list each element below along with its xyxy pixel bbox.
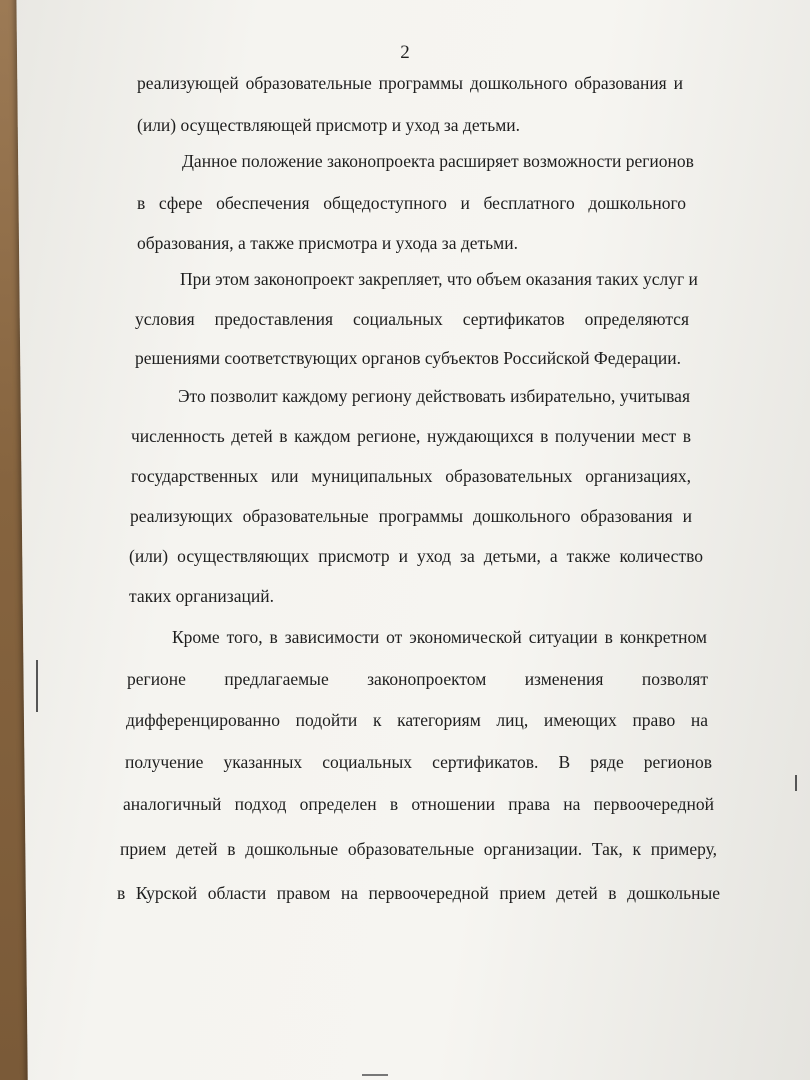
text-line: регионе предлагаемые законопроектом изменения позволят [127,669,708,689]
text-line: образования, а также присмотра и ухода за детьми. [137,233,518,253]
margin-mark [362,1074,388,1076]
text-line: в Курской области правом на первоочередной прием детей в дошкольные [117,883,720,903]
text-line: реализующей образовательные программы дошкольного образования и [137,73,683,93]
margin-mark [795,775,797,791]
text-line: (или) осуществляющей присмотр и уход за детьми. [137,115,521,135]
text-line: численность детей в каждом регионе, нуждающихся в получении мест в [131,426,691,446]
text-line: в сфере обеспечения общедоступного и бесплатного дошкольного [137,193,686,213]
margin-mark [36,660,38,712]
text-line: (или) осуществляющих присмотр и уход за детьми, а также количество [129,546,703,566]
text-line: Это позволит каждому региону действовать избирательно, учитывая [178,386,690,406]
text-line: реализующих образовательные программы дошкольного образования и [130,506,692,526]
text-line: аналогичный подход определен в отношении права на первоочередной [123,794,714,814]
text-line: прием детей в дошкольные образовательные организации. Так, к примеру, [120,839,717,859]
text-line: получение указанных социальных сертификатов. В ряде регионов [125,752,712,772]
text-line: дифференцированно подойти к категориям лиц, имеющих право на [126,710,708,730]
text-line: таких организаций. [129,586,274,606]
text-line: При этом законопроект закрепляет, что объем оказания таких услуг и [180,269,698,289]
text-line: решениями соответствующих органов субъектов Российской Федерации. [135,348,681,368]
page-number: 2 [400,42,410,63]
text-line: Кроме того, в зависимости от экономической ситуации в конкретном [172,627,707,647]
text-line: Данное положение законопроекта расширяет возможности регионов [182,151,694,171]
text-line: условия предоставления социальных сертификатов определяются [135,309,689,329]
text-line: государственных или муниципальных образовательных организациях, [131,466,691,486]
